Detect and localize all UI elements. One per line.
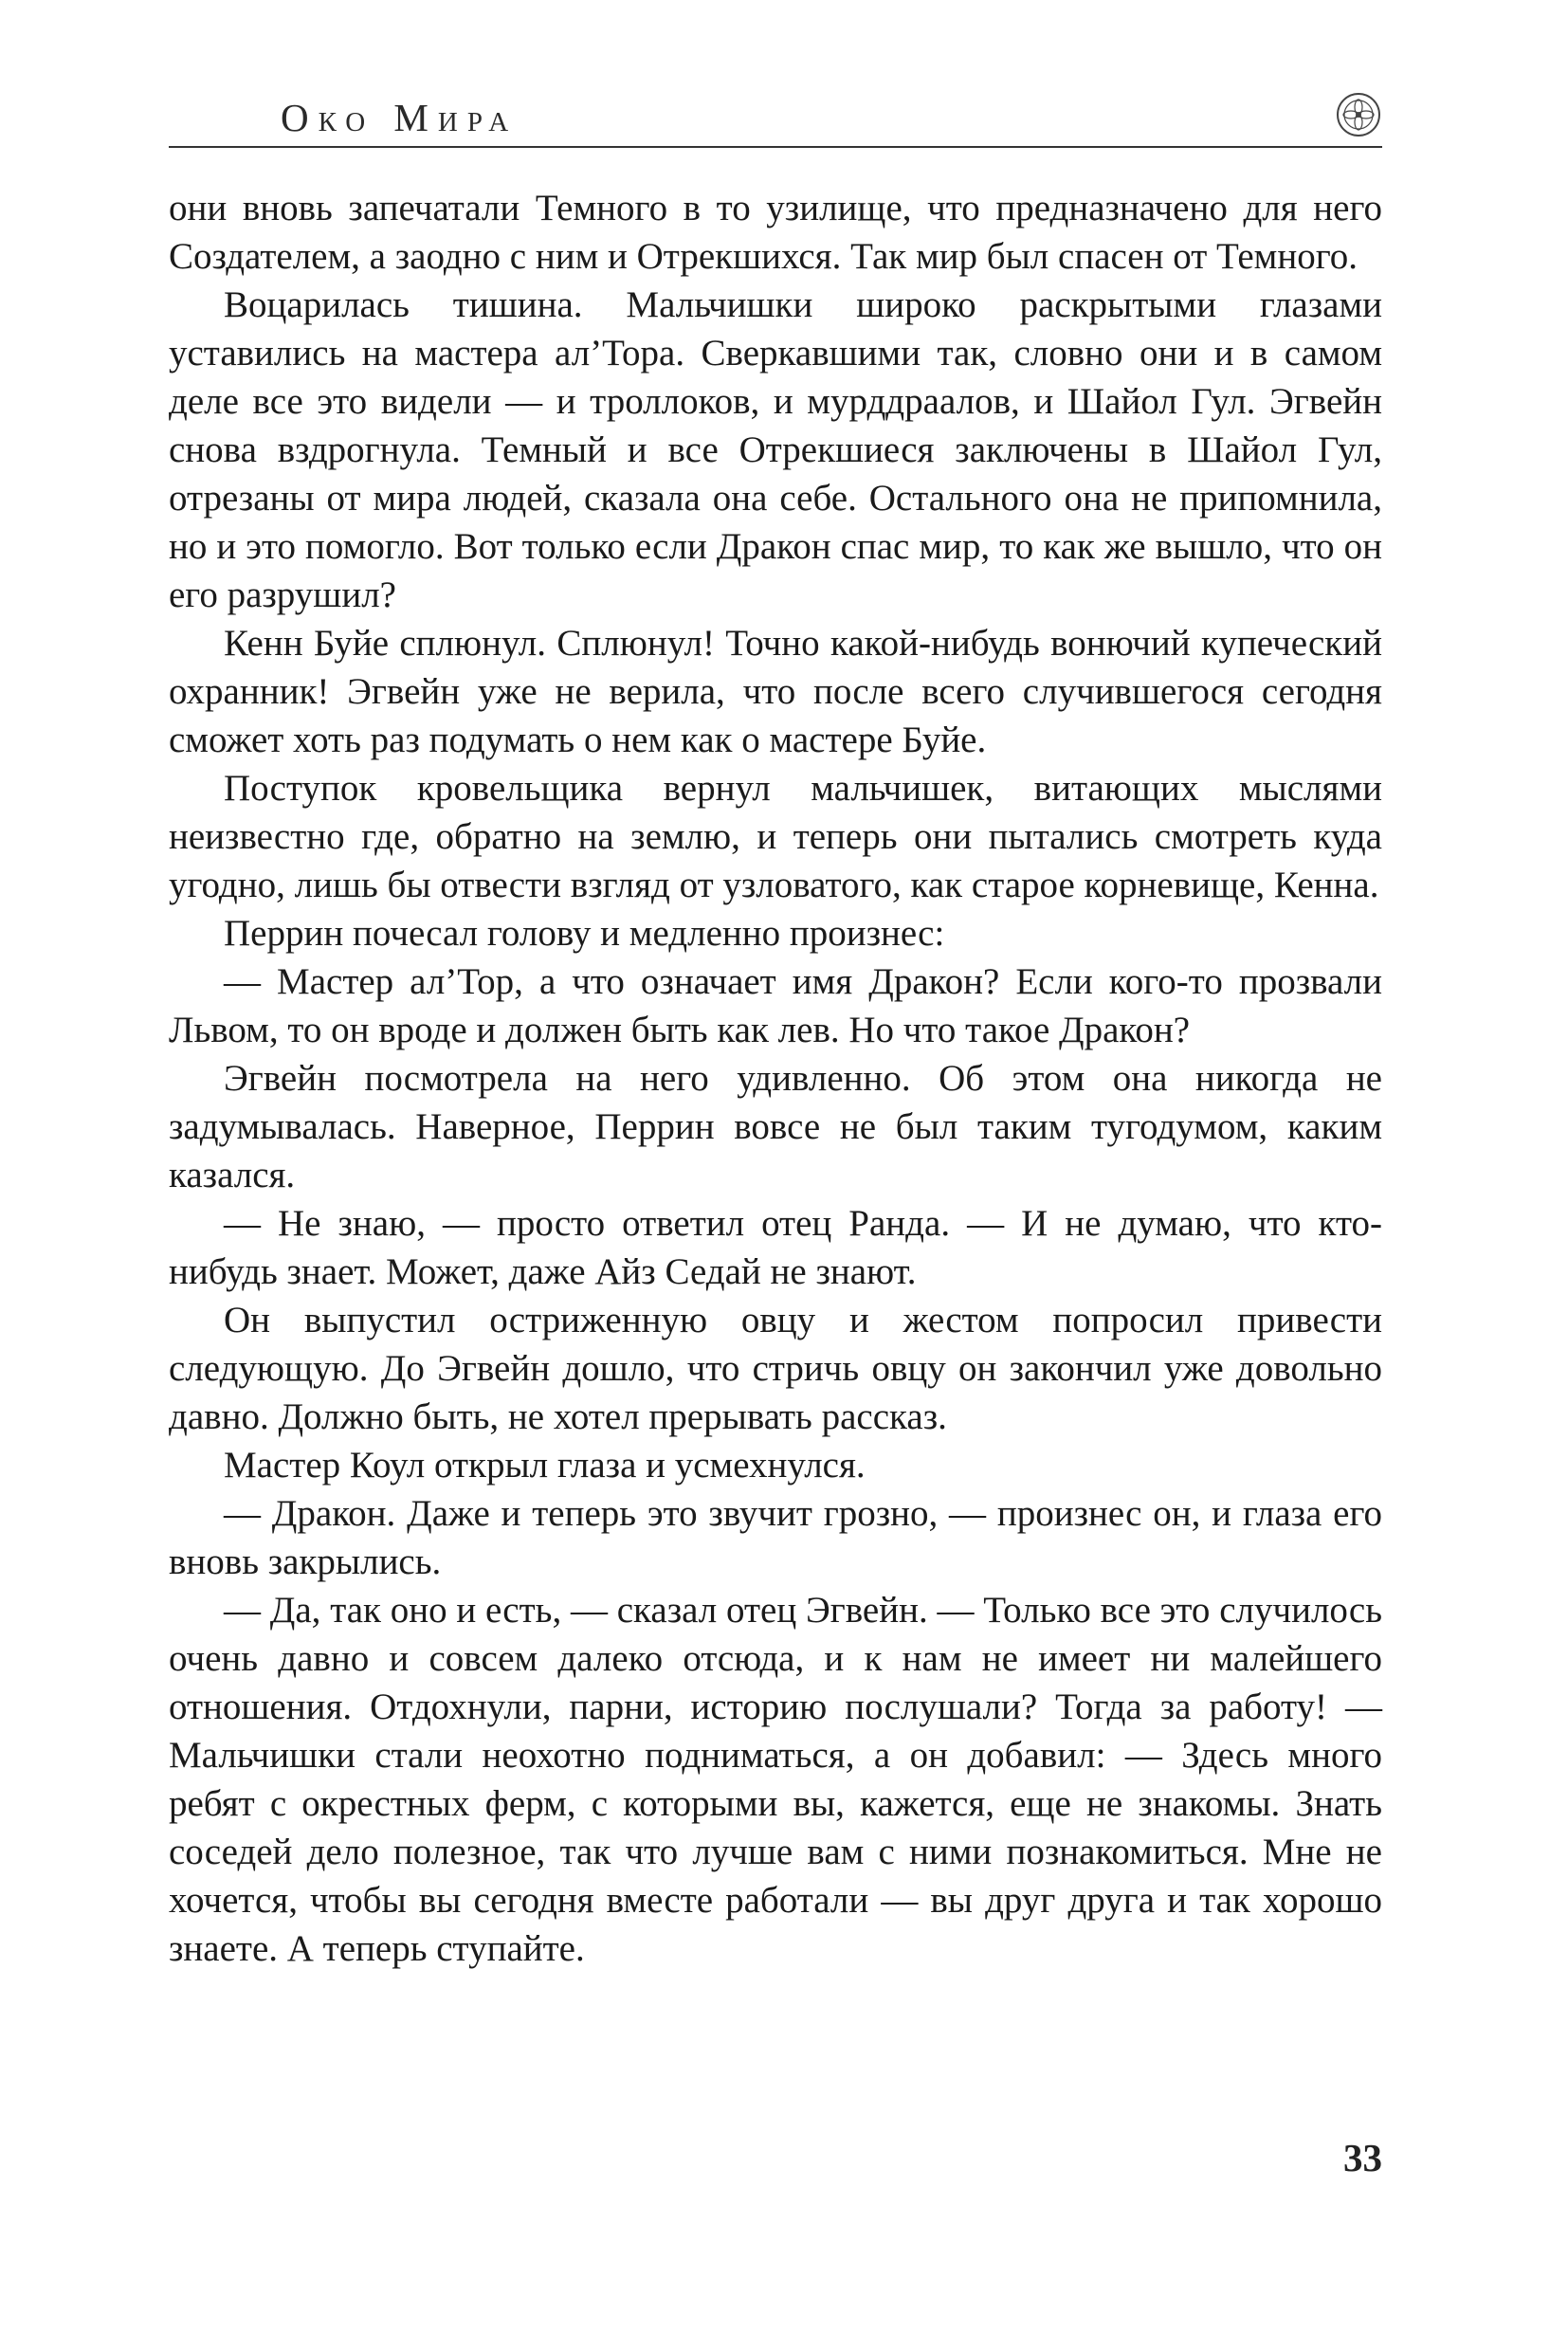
paragraph-2: Воцарилась тишина. Мальчишки широко раскрытыми глазами уставились на мастера ал’Тора. Сверкавшими так, словно они и в самом деле все это видели — и троллоков, и мурддраалов, и Шайол Гул. Эгвейн снова вздрогнула. Темный и все Отрекшиеся заключены в Шайол Гул, отрезаны от мира людей, сказала она себе. Остального она не припомнила, но и это помогло. Вот только если Дракон спас мир, то как же вышло, что он его разрушил? [169, 284, 1382, 615]
header-rule [169, 146, 1382, 148]
paragraph-3: Кенн Буйе сплюнул. Сплюнул! Точно какой-нибудь вонючий купеческий охранник! Эгвейн уже не верила, что после всего случившегося сегодня сможет хоть раз подумать о нем как о мастере Буйе. [169, 623, 1382, 760]
paragraph-9: Он выпустил остриженную овцу и жестом попросил привести следующую. До Эгвейн дошло, что стричь овцу он закончил уже довольно давно. Должно быть, не хотел прерывать рассказ. [169, 1300, 1382, 1437]
paragraph-8: — Не знаю, — просто ответил отец Ранда. — И не думаю, что кто-нибудь знает. Может, даже Айз Седай не знают. [169, 1203, 1382, 1292]
paragraph-4: Поступок кровельщика вернул мальчишек, витающих мыслями неизвестно где, обратно на землю, и теперь они пытались смотреть куда угодно, лишь бы отвести взгляд от узловатого, как старое корневище, Кенна. [169, 768, 1382, 905]
paragraph-7: Эгвейн посмотрела на него удивленно. Об этом она никогда не задумывалась. Наверное, Перрин вовсе не был таким тугодумом, каким казался. [169, 1058, 1382, 1195]
paragraph-1: они вновь запечатали Темного в то узилище, что предназначено для него Создателем, а заодно с ним и Отрекшихся. Так мир был спасен от Темного. [169, 188, 1382, 277]
body-text [169, 184, 1382, 1973]
page-number: 33 [1343, 2136, 1382, 2179]
paragraph-5: Перрин почесал голову и медленно произнес: [224, 913, 945, 954]
paragraph-10: Мастер Коул открыл глаза и усмехнулся. [224, 1445, 866, 1486]
rosette-icon [1335, 91, 1382, 138]
paragraph-11: — Дракон. Даже и теперь это звучит грозно, — произнес он, и глаза его вновь закрылись. [169, 1493, 1382, 1582]
running-header [169, 91, 1382, 148]
paragraph-6: — Мастер ал’Тор, а что означает имя Дракон? Если кого-то прозвали Львом, то он вроде и должен быть как лев. Но что такое Дракон? [169, 961, 1382, 1050]
running-title: Око Мира [281, 96, 519, 139]
paragraph-12: — Да, так оно и есть, — сказал отец Эгвейн. — Только все это случилось очень давно и совсем далеко отсюда, и к нам не имеет ни малейшего отношения. Отдохнули, парни, историю послушали? Тогда за работу! — Мальчишки стали неохотно подниматься, а он добавил: — Здесь много ребят с окрестных ферм, с которыми вы, кажется, еще не знакомы. Знать соседей дело полезное, так что лучше вам с ними познакомиться. Мне не хочется, чтобы вы сегодня вместе работали — вы друг друга и так хорошо знаете. А теперь ступайте. [169, 1590, 1382, 1969]
